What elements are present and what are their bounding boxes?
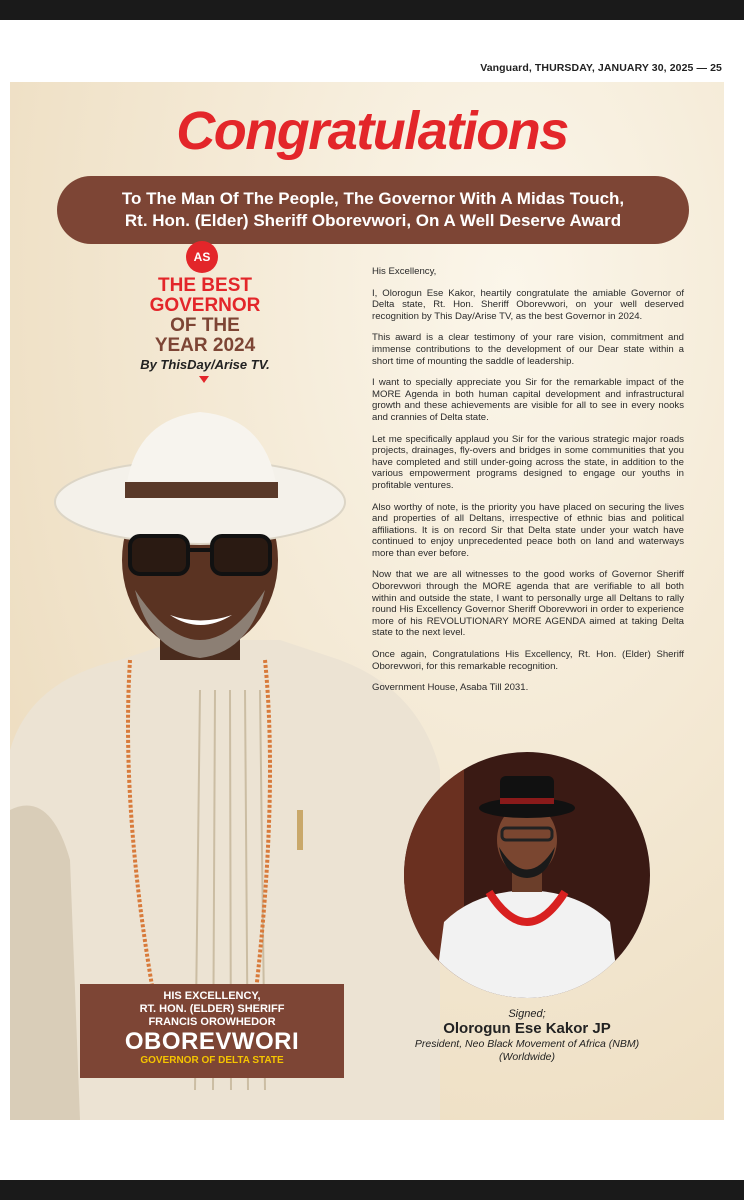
dedication-banner — [57, 176, 689, 244]
governor-office: GOVERNOR OF DELTA STATE — [140, 1055, 284, 1066]
top-border — [0, 0, 744, 20]
award-line-4: YEAR 2024 — [154, 335, 256, 356]
pen — [297, 810, 303, 850]
hat-band — [125, 482, 278, 498]
governor-title: HIS EXCELLENCY, — [163, 990, 261, 1002]
banner-line-2: Rt. Hon. (Elder) Sheriff Oborevwori, On A Well Deserve Award — [124, 211, 622, 230]
award-line-1: THE BEST — [158, 275, 252, 296]
signed-label: Signed; — [508, 1008, 546, 1020]
governor-surname: OBOREVWORI — [124, 1028, 300, 1055]
headline: Congratulations — [176, 101, 568, 161]
letter-paragraph: Now that we are all witnesses to the good works of Governor Sheriff Oborevwori through the MORE agenda that are verifiable to all both within and outside the state, I want to personally urge all Deltans to rally round His Excellency Governor Sheriff Oborevwori in order to experience more of his REVOLUTIONARY MORE AGENDA aimed at taking Delta state to the next level. — [372, 569, 684, 639]
banner-line-1: To The Man Of The People, The Governor With A Midas Touch, — [121, 189, 625, 208]
masthead: Vanguard, THURSDAY, JANUARY 30, 2025 — 25 — [480, 62, 722, 74]
glasses-left — [130, 536, 188, 574]
award-source: By ThisDay/Arise TV. — [140, 357, 270, 372]
letter-salutation: His Excellency, — [372, 266, 437, 277]
letter-paragraph: Also worthy of note, is the priority you have placed on securing the lives and properties of all Deltans, irrespective of ethnic bias and political affiliations. It is on record Sir that Delta state under your watch have continued to enjoy unprecedented peace both on land and waterways more than ever before. — [372, 501, 684, 559]
letter-closing: Government House, Asaba Till 2031. — [372, 682, 529, 694]
congratulatory-letter — [372, 266, 684, 704]
signatory-title: President, Neo Black Movement of Africa (NBM) — [414, 1038, 640, 1050]
signatory-portrait — [404, 752, 650, 998]
letter-paragraph: Let me specifically applaud you Sir for the various strategic major roads projects, drainages, fly-overs and bridges in some communities that you have completed and still under-going across the state, in addition to the various empowerment programs designed to engage our youths in profitable ventures. — [372, 433, 684, 491]
letter-paragraph: I, Olorogun Ese Kakor, heartily congratulate the amiable Governor of Delta state, Rt. Hon. Sheriff Oborevwori, on your well deserved recognition by This Day/Arise TV, as the best Governor in 2024. — [372, 287, 684, 322]
as-badge: AS — [186, 241, 218, 273]
signatory-illustration — [404, 752, 650, 998]
award-line-3: OF THE — [170, 315, 240, 336]
letter-paragraph: This award is a clear testimony of your rare vision, commitment and immense contributions to the development of our Dear state within a short time of mounting the saddle of leadership. — [372, 332, 684, 367]
governor-honorific: RT. HON. (ELDER) SHERIFF — [139, 1003, 285, 1015]
letter-paragraph: I want to specially appreciate you Sir for the remarkable impact of the MORE Agenda in both human capital development and infrastructural growth and these achievements are visible for all to see in every nooks and crannies of Delta state. — [372, 377, 684, 423]
governor-middle-names: FRANCIS OROWHEDOR — [148, 1016, 276, 1028]
triangle-down-icon — [199, 376, 209, 383]
signatory-hat-band — [500, 798, 554, 804]
governor-name-box — [80, 984, 344, 1078]
bottom-border — [0, 1180, 744, 1200]
signatory-title-scope: (Worldwide) — [498, 1051, 555, 1063]
signatory-name: Olorogun Ese Kakor JP — [443, 1020, 611, 1037]
award-line-2: GOVERNOR — [149, 295, 261, 316]
award-title — [140, 276, 270, 374]
signature-block — [404, 1008, 650, 1064]
glasses-right — [212, 536, 270, 574]
letter-paragraph: Once again, Congratulations His Excellency, Rt. Hon. (Elder) Sheriff Oborevwori, for this remarkable recognition. — [372, 649, 684, 672]
